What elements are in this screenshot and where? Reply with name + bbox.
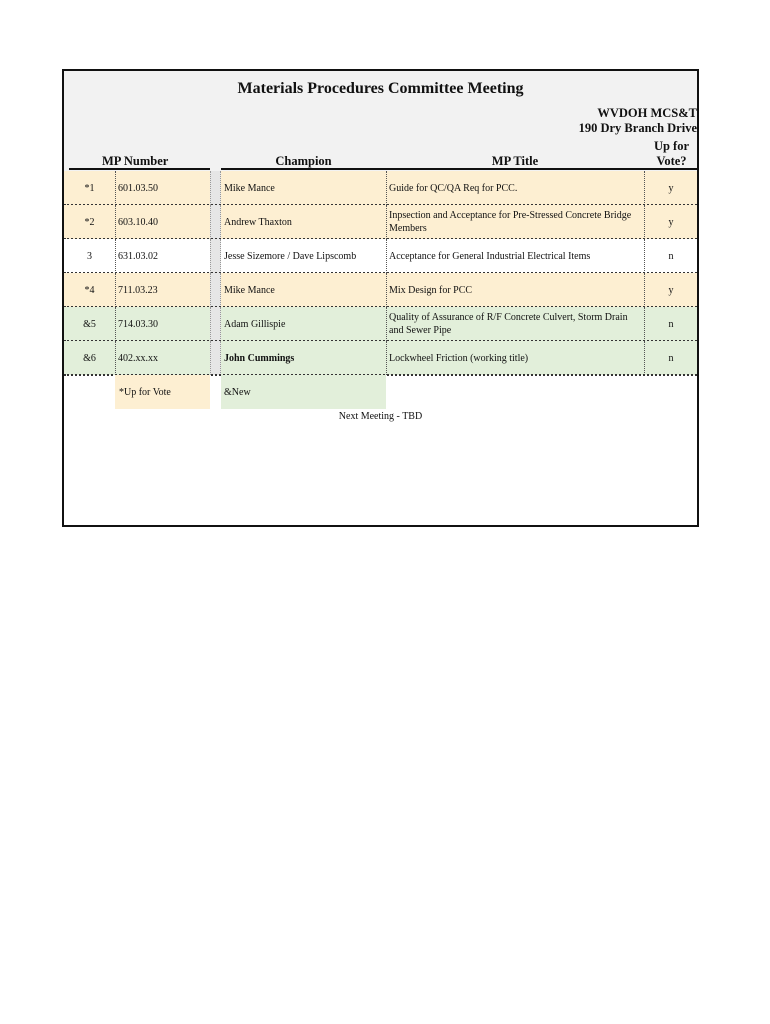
table-row (64, 273, 697, 307)
row-number: *4 (64, 273, 115, 307)
champion-cell: John Cummings (221, 341, 386, 375)
mp-title-cell: Acceptance for General Industrial Electrical Items (386, 239, 644, 273)
mp-number-cell: 603.10.40 (115, 205, 210, 239)
column-separator (210, 273, 221, 307)
champion-cell: Jesse Sizemore / Dave Lipscomb (221, 239, 386, 273)
champion-cell: Andrew Thaxton (221, 205, 386, 239)
page-title: Materials Procedures Committee Meeting (237, 80, 524, 97)
sheet-header (64, 71, 697, 171)
vote-status-cell: n (644, 239, 697, 273)
org-name: WVDOH MCS&T (597, 106, 697, 120)
column-header-mp-number: MP Number (102, 154, 169, 168)
next-meeting-note: Next Meeting - TBD (338, 411, 423, 422)
mp-number-cell: 714.03.30 (115, 307, 210, 341)
mp-title-cell: Guide for QC/QA Req for PCC. (386, 171, 644, 205)
champion-cell: Mike Mance (221, 273, 386, 307)
mp-title-cell: Lockwheel Friction (working title) (386, 341, 644, 375)
mp-title-cell: Quality of Assurance of R/F Concrete Culvert, Storm Drain and Sewer Pipe (386, 307, 644, 341)
mp-number-cell: 601.03.50 (115, 171, 210, 205)
column-header-champion: Champion (275, 154, 332, 168)
meeting-agenda-sheet (62, 69, 699, 527)
table-row (64, 307, 697, 341)
mp-number-cell: 631.03.02 (115, 239, 210, 273)
column-separator (210, 171, 221, 205)
table-row (64, 239, 697, 273)
vote-status-cell: n (644, 307, 697, 341)
mp-title-cell: Mix Design for PCC (386, 273, 644, 307)
org-street: 190 Dry Branch Drive (578, 121, 697, 135)
table-row (64, 205, 697, 239)
column-separator (210, 239, 221, 273)
row-number: &6 (64, 341, 115, 375)
up-for-vote-line1: Up for (653, 139, 690, 153)
table-row (64, 171, 697, 205)
column-header-up-for-vote (646, 139, 697, 169)
column-header-mp-title: MP Title (491, 154, 539, 168)
header-rule-right (221, 168, 697, 170)
mp-number-cell: 711.03.23 (115, 273, 210, 307)
row-number: 3 (64, 239, 115, 273)
vote-status-cell: y (644, 171, 697, 205)
row-number: &5 (64, 307, 115, 341)
table-row (64, 341, 697, 375)
organization-address (579, 106, 697, 136)
vote-status-cell: n (644, 341, 697, 375)
legend-up-for-vote: *Up for Vote (115, 375, 210, 409)
vote-status-cell: y (644, 205, 697, 239)
champion-cell: Adam Gillispie (221, 307, 386, 341)
up-for-vote-line2: Vote? (656, 154, 687, 168)
champion-cell: Mike Mance (221, 171, 386, 205)
legend-new: &New (221, 375, 386, 409)
mp-number-cell: 402.xx.xx (115, 341, 210, 375)
mp-title-cell: Inpsection and Acceptance for Pre-Stressed Concrete Bridge Members (386, 205, 644, 239)
header-rule-left (69, 168, 210, 170)
column-separator (210, 205, 221, 239)
row-number: *2 (64, 205, 115, 239)
column-separator (210, 307, 221, 341)
row-number: *1 (64, 171, 115, 205)
vote-status-cell: y (644, 273, 697, 307)
column-separator (210, 341, 221, 375)
